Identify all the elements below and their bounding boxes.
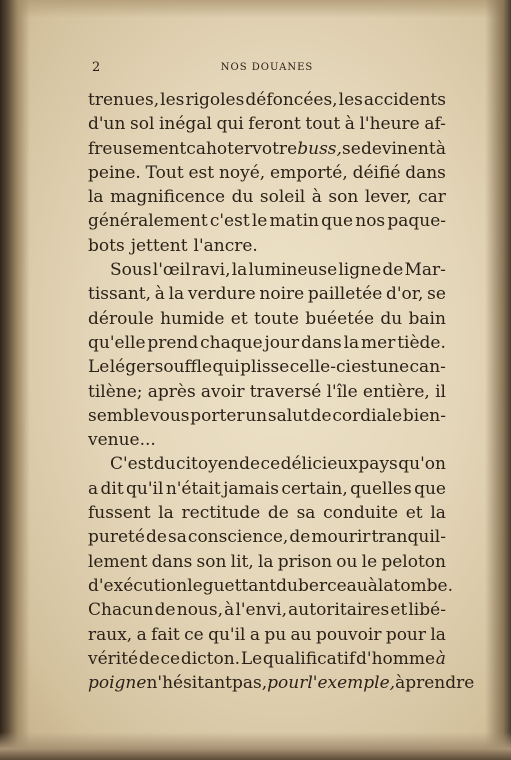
- word: car: [418, 187, 446, 208]
- word: les: [160, 90, 185, 110]
- word: la: [430, 624, 446, 645]
- word: qu'il: [126, 478, 164, 499]
- word: nos: [355, 211, 386, 232]
- word: la: [343, 332, 360, 353]
- word: à: [435, 648, 446, 669]
- text-line: [88, 282, 446, 306]
- word: Chacun: [88, 600, 154, 621]
- word: ligne: [338, 260, 382, 281]
- word: fussent: [88, 503, 151, 524]
- word: salut: [267, 405, 310, 426]
- word: conduite: [323, 503, 399, 524]
- text-line: [88, 380, 446, 404]
- word: guettant: [202, 575, 277, 596]
- word: de: [154, 600, 176, 621]
- word: de: [239, 454, 261, 475]
- word: jamais: [223, 478, 279, 499]
- word: son: [196, 551, 227, 572]
- word: du: [231, 187, 254, 208]
- word: porter: [190, 405, 245, 426]
- word: sa: [296, 503, 316, 524]
- word: qu'il: [208, 624, 246, 645]
- word: les: [338, 90, 363, 110]
- word: prison: [277, 551, 333, 572]
- binding-shadow: [0, 0, 30, 760]
- word: lever,: [364, 187, 412, 208]
- word: avoir: [200, 381, 245, 402]
- text-line: [88, 550, 446, 574]
- word: au: [290, 624, 312, 645]
- word: la: [430, 503, 446, 524]
- word: qui: [216, 114, 244, 135]
- word: noire: [259, 284, 305, 305]
- word: cordiale: [332, 405, 403, 426]
- word: rigoles: [185, 90, 245, 110]
- word: buss,: [297, 138, 342, 159]
- word: emporté,: [270, 162, 348, 183]
- text-line: [88, 623, 446, 647]
- text-line: [88, 258, 446, 282]
- text-line: [88, 307, 446, 331]
- word: noyé,: [218, 162, 266, 183]
- word: défoncées,: [245, 90, 338, 110]
- word: l'œil: [152, 260, 191, 281]
- word: la: [158, 503, 174, 524]
- word: ce: [160, 648, 181, 669]
- word: Mar-: [404, 260, 446, 281]
- word: cahoter: [186, 138, 253, 159]
- word: que: [321, 211, 354, 232]
- word: pureté: [88, 527, 145, 548]
- text-line: [88, 647, 446, 671]
- word: et: [230, 308, 248, 329]
- word: conscience,: [187, 527, 289, 548]
- word: se: [427, 284, 446, 305]
- word: une: [377, 357, 410, 378]
- word: n'était: [165, 478, 221, 499]
- word: dans: [151, 551, 193, 572]
- word: qu'on: [398, 454, 446, 475]
- text-line: [88, 331, 446, 355]
- word: tissant,: [88, 284, 152, 305]
- word: le: [361, 551, 378, 572]
- word: bots: [88, 235, 125, 256]
- word: citoyen: [176, 454, 239, 475]
- word: prend: [147, 332, 199, 353]
- word: de: [310, 405, 332, 426]
- word: pour: [267, 673, 308, 694]
- word: peine.: [88, 162, 141, 183]
- word: pour: [385, 624, 427, 645]
- word: et: [405, 503, 423, 524]
- page-header: [88, 60, 446, 76]
- text-line: [88, 355, 446, 379]
- word: l'envi,: [235, 600, 288, 621]
- word: trenues,: [88, 90, 160, 110]
- word: qualificatif: [262, 648, 356, 669]
- word: dans: [301, 332, 342, 353]
- word: celle-ci: [289, 357, 351, 378]
- word: est: [188, 162, 215, 183]
- word: ce: [184, 624, 204, 645]
- word: libé-: [408, 600, 446, 621]
- word: lit,: [230, 551, 254, 572]
- word: la: [377, 575, 394, 596]
- word: a: [88, 478, 99, 499]
- word: Sous: [110, 260, 152, 281]
- word: bien-: [402, 405, 446, 426]
- word: rectitude: [181, 503, 261, 524]
- word: can-: [409, 357, 446, 378]
- word: à: [435, 138, 446, 159]
- word: que: [414, 478, 446, 499]
- word: fait: [151, 624, 180, 645]
- word: verdure: [187, 284, 256, 305]
- word: qui: [212, 357, 240, 378]
- word: vérité: [88, 648, 139, 669]
- word: de: [138, 648, 160, 669]
- word: délicieux: [280, 454, 358, 475]
- word: pays: [358, 454, 398, 475]
- word: matin: [269, 211, 319, 232]
- text-line: [88, 598, 446, 622]
- word: l'exemple,: [307, 673, 396, 694]
- word: à: [367, 575, 378, 596]
- word: Le: [240, 648, 263, 669]
- text-line: [88, 428, 446, 452]
- word: feront: [248, 114, 301, 135]
- word: a: [136, 624, 147, 645]
- word: jettent: [130, 235, 188, 256]
- running-title: NOS DOUANES: [220, 62, 314, 73]
- word: pouvoir: [315, 624, 382, 645]
- word: du: [276, 575, 299, 596]
- word: déroule: [88, 308, 154, 329]
- word: humide: [160, 308, 225, 329]
- word: af-: [424, 114, 446, 135]
- word: généralement: [88, 211, 208, 232]
- text-line: [88, 525, 446, 549]
- word: tombe.: [393, 575, 454, 596]
- word: Tout: [145, 162, 184, 183]
- word: tiède.: [397, 332, 446, 353]
- word: après: [147, 381, 196, 402]
- word: buéetée: [305, 308, 375, 329]
- word: et: [390, 600, 408, 621]
- word: pailletée: [307, 284, 383, 305]
- word: inégal: [158, 114, 212, 135]
- word: se: [342, 138, 361, 159]
- word: mer: [361, 332, 396, 353]
- word: dans: [405, 162, 446, 183]
- word: de: [145, 527, 167, 548]
- text-line: [88, 477, 446, 501]
- text-line: [88, 161, 446, 185]
- word: l'île: [326, 381, 358, 402]
- word: un: [245, 405, 268, 426]
- word: Le: [88, 357, 110, 378]
- word: à: [154, 284, 165, 305]
- word: de: [289, 527, 311, 548]
- word: n'hésitant: [146, 673, 232, 694]
- word: bain: [408, 308, 446, 329]
- word: devinent: [360, 138, 436, 159]
- text-line: [88, 185, 446, 209]
- word: chaque: [200, 332, 263, 353]
- word: d'homme: [356, 648, 436, 669]
- word: déifié: [352, 162, 401, 183]
- text-line: [88, 671, 475, 695]
- word: prendre: [405, 673, 475, 694]
- word: son: [328, 187, 359, 208]
- text-line: [88, 209, 446, 233]
- word: poigne: [88, 673, 147, 694]
- word: de: [267, 503, 289, 524]
- page-top-edge: [0, 0, 511, 18]
- word: entière,: [362, 381, 430, 402]
- word: C'est: [110, 454, 154, 475]
- word: du: [380, 308, 403, 329]
- word: du: [153, 454, 176, 475]
- word: la: [88, 187, 104, 208]
- word: c'est: [209, 211, 250, 232]
- word: à: [344, 114, 355, 135]
- word: tranquil-: [371, 527, 446, 548]
- page-bottom-edge: [0, 732, 511, 760]
- page-number: 2: [92, 60, 102, 75]
- text-line: [88, 452, 446, 476]
- word: a: [249, 624, 260, 645]
- word: certain,: [281, 478, 348, 499]
- text-line: [88, 404, 446, 428]
- word: la: [168, 284, 185, 305]
- word: plisse: [240, 357, 290, 378]
- word: la: [231, 260, 248, 281]
- word: l'heure: [359, 114, 420, 135]
- word: qu'elle: [88, 332, 146, 353]
- word: à: [395, 673, 406, 694]
- word: lumineuse: [248, 260, 338, 281]
- word: traversé: [249, 381, 322, 402]
- word: est: [351, 357, 377, 378]
- word: sol: [130, 114, 155, 135]
- word: à: [311, 187, 322, 208]
- word: sa: [168, 527, 187, 548]
- word: souffle: [154, 357, 213, 378]
- word: toute: [253, 308, 299, 329]
- word: berceau: [298, 575, 368, 596]
- word: tout: [305, 114, 341, 135]
- word: freusement: [88, 138, 187, 159]
- word: mourir: [311, 527, 371, 548]
- word: à: [224, 600, 235, 621]
- word: jour: [264, 332, 300, 353]
- word: lement: [88, 551, 148, 572]
- word: l'ancre.: [193, 235, 258, 256]
- word: semble: [88, 405, 150, 426]
- word: votre: [252, 138, 298, 159]
- word: le: [251, 211, 268, 232]
- word: dicton.: [180, 648, 241, 669]
- word: léger: [109, 357, 155, 378]
- word: magnificence: [110, 187, 226, 208]
- text-line: [88, 88, 446, 112]
- word: autoritaires: [288, 600, 390, 621]
- word: d'or,: [385, 284, 424, 305]
- word: paque-: [387, 211, 446, 232]
- word: ce: [260, 454, 281, 475]
- word: la: [257, 551, 274, 572]
- text-line: [88, 234, 446, 258]
- word: tilène;: [88, 381, 143, 402]
- word: venue...: [88, 430, 156, 451]
- word: pu: [264, 624, 287, 645]
- word: nous,: [176, 600, 224, 621]
- word: raux,: [88, 624, 133, 645]
- word: vous: [150, 405, 190, 426]
- word: ravi,: [191, 260, 231, 281]
- word: le: [187, 575, 203, 596]
- word: dit: [100, 478, 124, 499]
- word: accidents: [363, 90, 446, 110]
- word: pas,: [232, 673, 268, 694]
- word: d'exécution: [88, 575, 188, 596]
- text-line: [88, 137, 446, 161]
- word: peloton: [381, 551, 446, 572]
- word: ou: [336, 551, 358, 572]
- word: il: [435, 381, 446, 402]
- word: quelles: [350, 478, 412, 499]
- text-line: [88, 112, 446, 136]
- text-line: [88, 574, 454, 598]
- word: d'un: [88, 114, 126, 135]
- word: soleil: [259, 187, 306, 208]
- word: de: [382, 260, 404, 281]
- body-text: [88, 88, 475, 695]
- text-line: [88, 501, 446, 525]
- page-right-edge: [485, 0, 511, 760]
